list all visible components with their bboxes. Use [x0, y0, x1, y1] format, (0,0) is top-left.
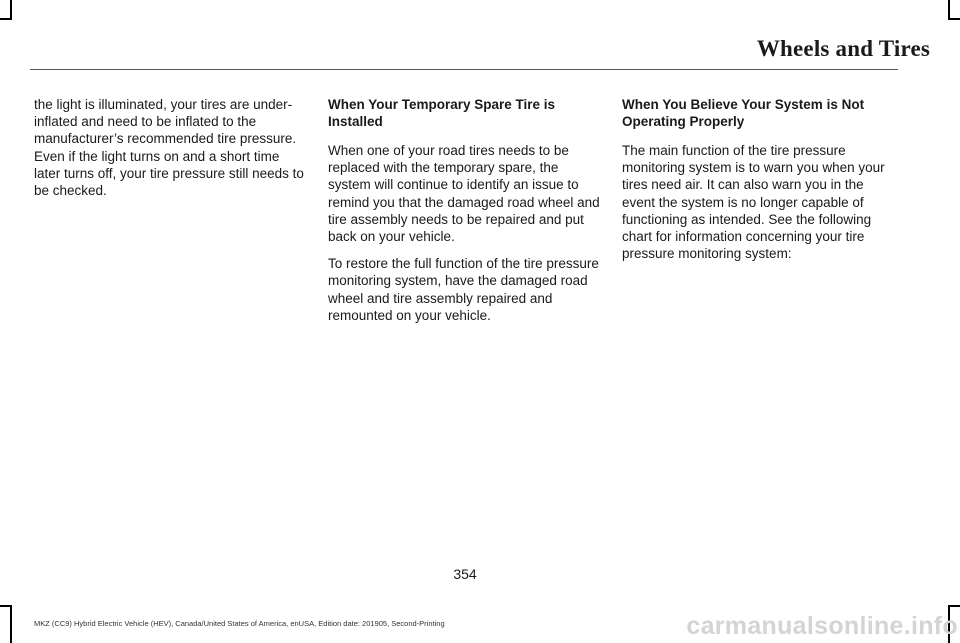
- column-3-heading: When You Believe Your System is Not Operating Properly: [622, 97, 865, 129]
- footer-edition-text: MKZ (CC9) Hybrid Electric Vehicle (HEV), Canada/United States of America, enUSA, Edition date: 201905, Second-Printing: [34, 619, 445, 628]
- crop-mark-top-right-horizontal: [948, 18, 960, 20]
- column-2-heading: When Your Temporary Spare Tire is Installed: [328, 97, 556, 129]
- column-2: [328, 96, 600, 334]
- page-title: Wheels and Tires: [756, 36, 930, 61]
- column-3-paragraph-1: The main function of the tire pressure monitoring system is to warn you when your tires need air. It can also warn you in the event the system is no longer capable of functioning as intended. See the following chart for information concerning your tire pressure monitoring system:: [622, 143, 885, 262]
- crop-mark-top-left-vertical: [10, 0, 12, 20]
- column-2-paragraph-1: When one of your road tires needs to be replaced with the temporary spare, the system will continue to identify an issue to remind you that the damaged road wheel and tire assembly needs to be repaired and put back on your vehicle.: [328, 143, 600, 245]
- crop-mark-bottom-left-vertical: [10, 605, 12, 643]
- watermark: carmanualsonline.info: [686, 612, 958, 640]
- column-3: [622, 96, 894, 272]
- column-1-paragraph-1: the light is illuminated, your tires are under-inflated and need to be inflated to the manufacturer’s recommended tire pressure. Even if the light turns on and a short time later turns off, your tire pressure still needs to be checked.: [34, 97, 304, 199]
- page-number: 354: [453, 566, 477, 582]
- crop-mark-top-right-vertical: [948, 0, 950, 20]
- crop-mark-bottom-left-horizontal: [0, 605, 12, 607]
- crop-mark-top-left-horizontal: [0, 18, 12, 20]
- column-1: [34, 96, 306, 209]
- column-2-paragraph-2: To restore the full function of the tire pressure monitoring system, have the damaged road wheel and tire assembly repaired and remounted on your vehicle.: [328, 256, 599, 323]
- title-rule: [30, 69, 898, 70]
- crop-mark-bottom-right-horizontal: [948, 605, 960, 607]
